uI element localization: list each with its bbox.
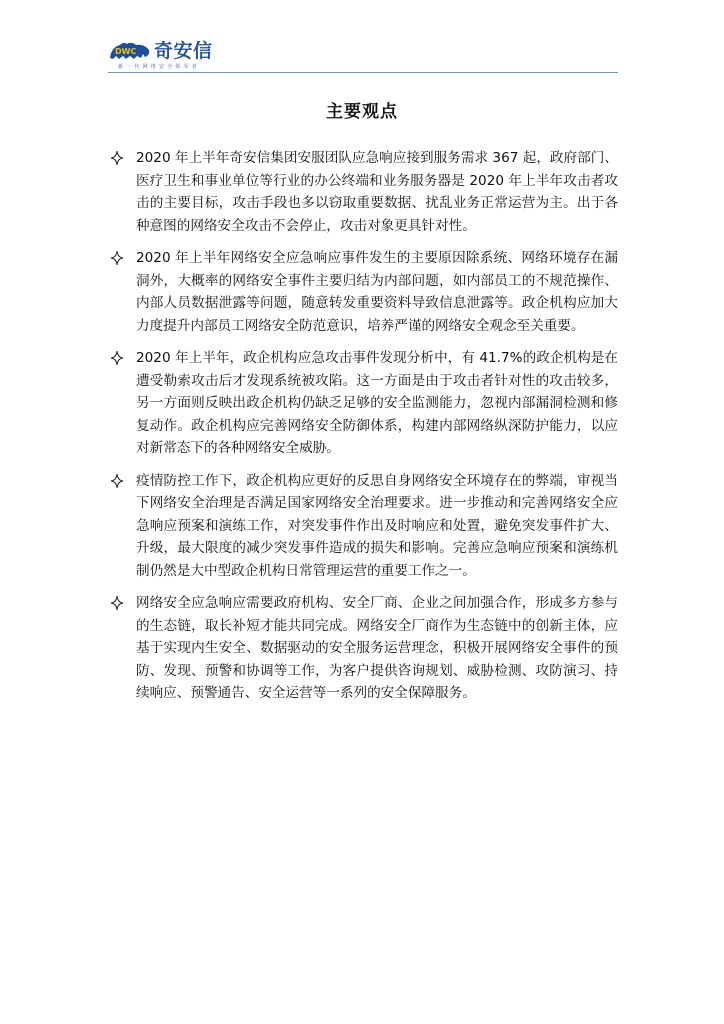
key-point-text: 2020 年上半年，政企机构应急攻击事件发现分析中，有 41.7%的政企机构是在遭受勒索攻击后才发现系统被攻陷。这一方面是由于攻击者针对性的攻击较多，另一方面则反映出政企机构仍缺乏足够的安全监测能力，忽视内部漏洞检测和修复动作。政企机构应完善网络安全防御体系，构建内部网络纵深防护能力，以应对新常态下的各种网络安全威胁。 [136,350,618,456]
key-point-text: 2020 年上半年奇安信集团安服团队应急响应接到服务需求 367 起，政府部门、医疗卫生和事业单位等行业的办公终端和业务服务器是 2020 年上半年攻击者攻击的主要目标，攻击手段也多以窃取重要数据、扰乱业务正常运营为主。出于各种意图的网络安全攻击不会停止，攻击对象更具针对性。 [136,150,618,234]
four-point-star-outline-icon [110,150,124,166]
key-point [108,592,618,705]
company-slogan: 新一代网络安全领军者 [118,64,201,70]
key-point [108,347,618,460]
four-point-star-outline-icon [110,473,124,489]
four-point-star-outline-icon [110,350,124,366]
key-point-text: 2020 年上半年网络安全应急响应事件发生的主要原因除系统、网络环境存在漏洞外，大概率的网络安全事件主要归结为内部问题，如内部员工的不规范操作、内部人员数据泄露等问题，随意转发重要资料导致信息泄露等。政企机构应加大力度提升内部员工网络安全防范意识，培养严谨的网络安全观念至关重要。 [136,250,618,334]
key-point [108,247,618,337]
four-point-star-outline-icon [110,595,124,611]
page-header [108,30,618,74]
key-point [108,470,618,583]
key-point [108,147,618,237]
company-logo [108,36,213,66]
key-points-list [108,147,618,715]
four-point-star-outline-icon [110,250,124,266]
page-title: 主要观点 [326,102,398,122]
key-point-text: 疫情防控工作下，政企机构应更好的反思自身网络安全环境存在的弊端，审视当下网络安全治理是否满足国家网络安全治理要求。进一步推动和完善网络安全应急响应预案和演练工作，对突发事件作出及时响应和处置，避免突发事件扩大、升级，最大限度的减少突发事件造成的损失和影响。完善应急响应预案和演练机制仍然是大中型政企机构日常管理运营的重要工作之一。 [136,472,618,579]
svg-text:DWC: DWC [115,47,137,56]
qianxin-logo-icon [108,40,152,62]
key-point-text: 网络安全应急响应需要政府机构、安全厂商、企业之间加强合作，形成多方参与的生态链，取长补短才能共同完成。网络安全厂商作为生态链中的创新主体，应基于实现内生安全、数据驱动的安全服务运营理念，积极开展网络安全事件的预防、发现、预警和协调等工作，为客户提供咨询规划、威胁检测、攻防演习、持续响应、预警通告、安全运营等一系列的安全保障服务。 [136,595,618,701]
header-divider [108,72,618,73]
logo-text: 奇安信 [154,40,213,62]
